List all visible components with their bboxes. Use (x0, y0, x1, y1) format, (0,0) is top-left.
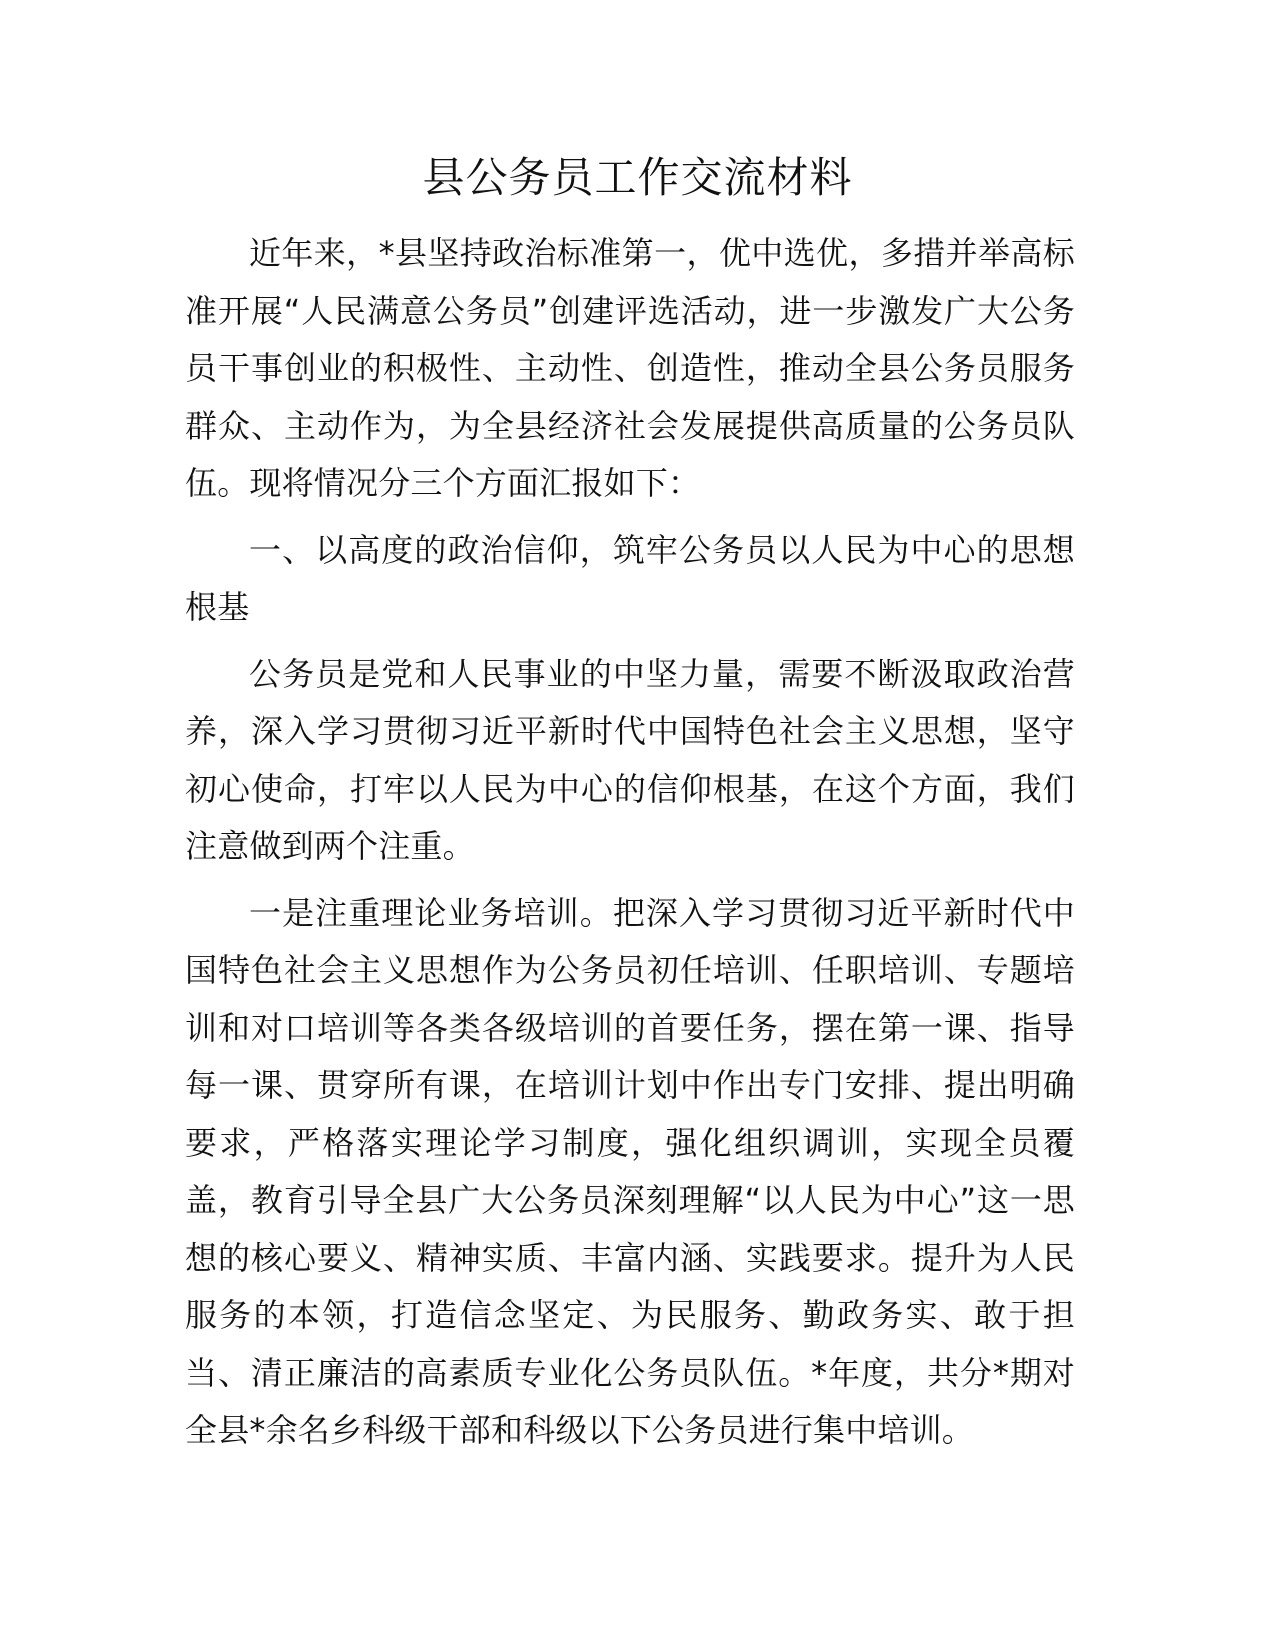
point-1-paragraph: 一是注重理论业务培训。把深入学习贯彻习近平新时代中国特色社会主义思想作为公务员初任培训、任职培训、专题培训和对口培训等各类各级培训的首要任务，摆在第一课、指导每一课、贯穿所有课，在培训计划中作出专门安排、提出明确要求，严格落实理论学习制度，强化组织调训，实现全员覆盖，教育引导全县广大公务员深刻理解“以人民为中心”这一思想的核心要义、精神实质、丰富内涵、实践要求。提升为人民服务的本领，打造信念坚定、为民服务、勤政务实、敢于担当、清正廉洁的高素质专业化公务员队伍。*年度，共分*期对全县*余名乡科级干部和科级以下公务员进行集中培训。 (185, 893, 1075, 1449)
document-body (185, 225, 1075, 1469)
section-1-paragraph: 公务员是党和人民事业的中坚力量，需要不断汲取政治营养，深入学习贯彻习近平新时代中国特色社会主义思想，坚守初心使命，打牢以人民为中心的信仰根基，在这个方面，我们注意做到两个注重。 (185, 654, 1075, 865)
intro-paragraph: 近年来，*县坚持政治标准第一，优中选优，多措并举高标准开展“人民满意公务员”创建评选活动，进一步激发广大公务员干事创业的积极性、主动性、创造性，推动全县公务员服务群众、主动作为，为全县经济社会发展提供高质量的公务员队伍。现将情况分三个方面汇报如下： (185, 234, 1075, 502)
section-heading-1: 一、以高度的政治信仰，筑牢公务员以人民为中心的思想根基 (185, 530, 1075, 626)
document-title: 县公务员工作交流材料 (422, 153, 853, 202)
